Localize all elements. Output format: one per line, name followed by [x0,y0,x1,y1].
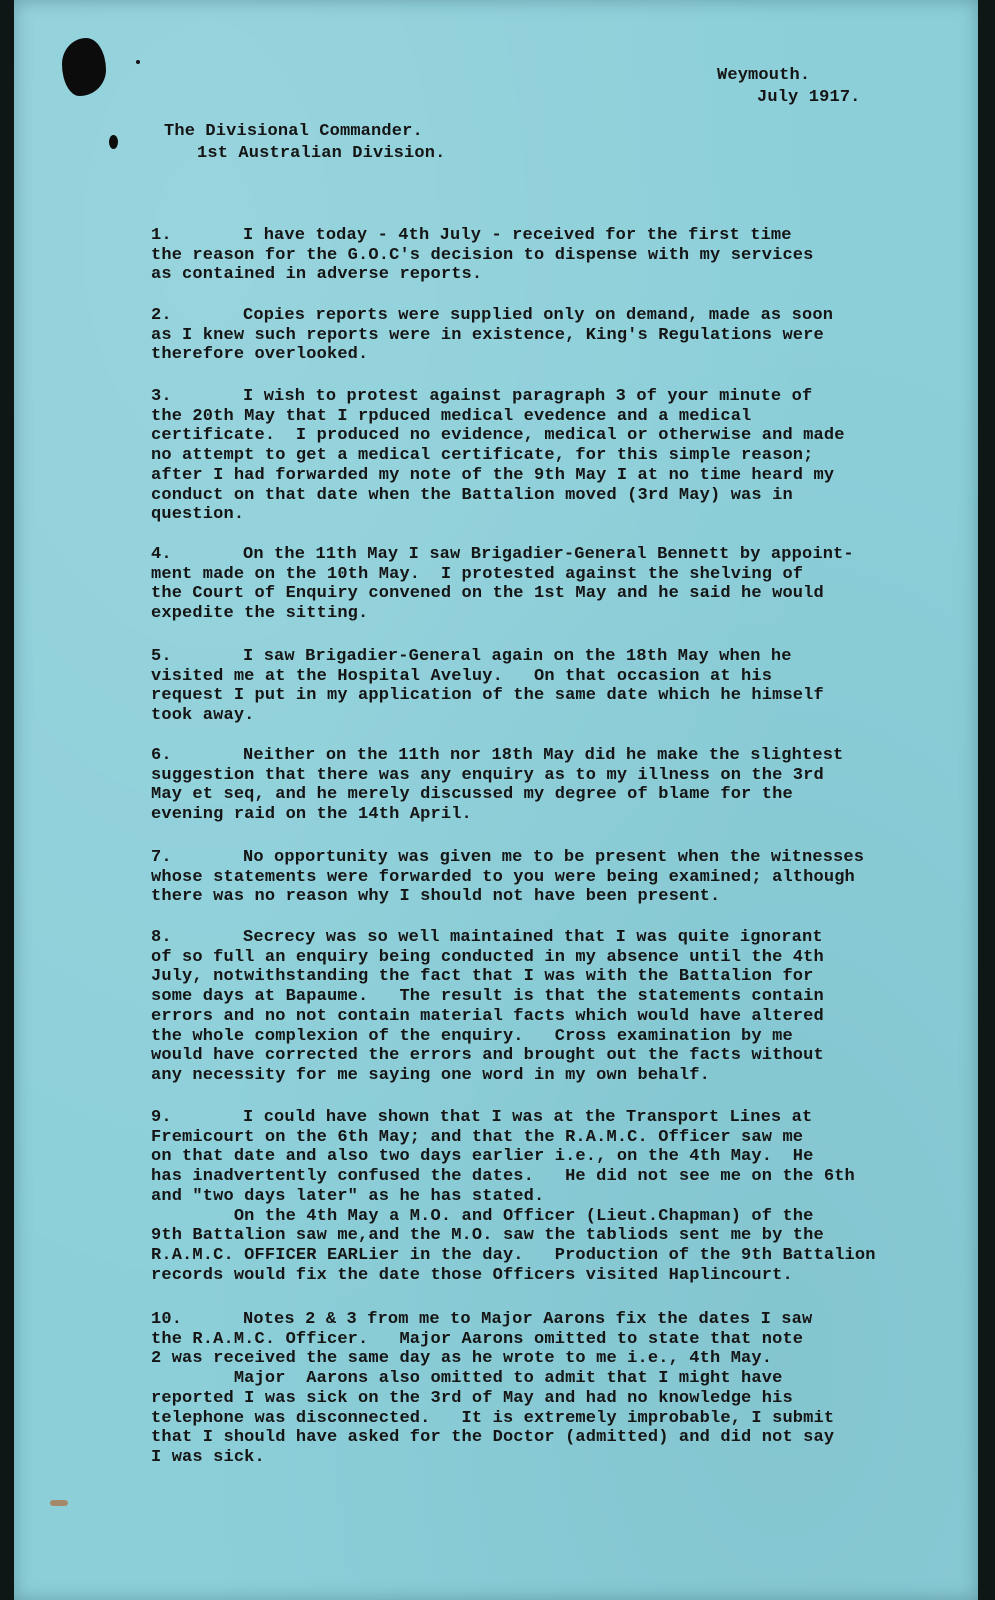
paragraph-text: On the 11th May I saw Brigadier-General Bennett by appoint- [243,545,854,564]
paragraph-number: 8. [151,928,172,947]
addressee-line-1: The Divisional Commander. [164,122,423,141]
paragraph-line: the whole complexion of the enquiry. Cross examination by me [151,1026,793,1046]
paragraph-line: 9th Battalion saw me,and the M.O. saw the tabliods sent me by the [151,1226,824,1246]
paragraph-line: no attempt to get a medical certificate, for this simple reason; [151,446,814,466]
paragraph-number: 5. [151,647,172,666]
paragraph-line: the Court of Enquiry convened on the 1st May and he said he would [151,584,824,604]
paragraph-line: after I had forwarded my note of the 9th May I at no time heard my [151,465,835,485]
paragraph-number: 6. [151,746,172,765]
paragraph-number: 4. [151,545,172,564]
paragraph-text: No opportunity was given me to be present when the witnesses [243,848,865,867]
paragraph-line: errors and no not contain material facts which would have altered [151,1006,824,1026]
paragraph-line: took away. [151,706,255,726]
addressee-line-2: 1st Australian Division. [197,144,446,163]
paragraph-line: suggestion that there was any enquiry as to my illness on the 3rd [151,765,824,785]
paragraph-text: Copies reports were supplied only on demand, made as soon [243,306,834,325]
paragraph-text: Notes 2 & 3 from me to Major Aarons fix the dates I saw [243,1310,813,1329]
paragraph-number: 10. [151,1310,183,1329]
paragraph-line: ment made on the 10th May. I protested against the shelving of [151,564,804,584]
paragraph-line: on that date and also two days earlier i.e., on the 4th May. He [151,1147,814,1167]
paragraph-text: I saw Brigadier-General again on the 18th May when he [243,647,792,666]
paragraph-text: I have today - 4th July - received for the first time [243,226,792,245]
paragraph-number: 7. [151,848,172,867]
paragraph-line [151,1310,812,1330]
paragraph-number: 3. [151,387,172,406]
paragraph-line: the reason for the G.O.C's decision to dispense with my services [151,245,814,265]
paragraph-line [151,226,792,246]
paragraph-line: R.A.M.C. OFFICER EARLier in the day. Production of the 9th Battalion [151,1245,876,1265]
paragraph-line: 2 was received the same day as he wrote to me i.e., 4th May. [151,1349,773,1369]
paragraph-line: any necessity for me saying one word in my own behalf. [151,1065,710,1085]
paragraph-number: 2. [151,306,172,325]
paragraph-line: as contained in adverse reports. [151,265,483,285]
paragraph-line: conduct on that date when the Battalion moved (3rd May) was in [151,485,793,505]
paragraph-line: certificate. I produced no evidence, medical or otherwise and made [151,426,845,446]
paragraph-line: expedite the sitting. [151,604,369,624]
paragraph-line: the R.A.M.C. Officer. Major Aarons omitted to state that note [151,1329,804,1349]
paragraph-line: that I should have asked for the Doctor (admitted) and did not say [151,1428,835,1448]
paragraph-line: records would fix the date those Officers visited Haplincourt. [151,1265,793,1285]
paragraph-line: Fremicourt on the 6th May; and that the R.A.M.C. Officer saw me [151,1127,804,1147]
paragraph-number: 9. [151,1108,172,1127]
paragraph-line [151,545,854,565]
paragraph-line: therefore overlooked. [151,345,369,365]
paragraph-line: the 20th May that I rpduced medical evedence and a medical [151,406,752,426]
ink-dot [136,60,140,64]
paragraph-line: and "two days later" as he has stated. [151,1186,545,1206]
paragraph-line: evening raid on the 14th April. [151,805,472,825]
paragraph-line: question. [151,505,245,525]
paragraph-line: has inadvertently confused the dates. He did not see me on the 6th [151,1167,855,1187]
paragraph-line [151,1108,812,1128]
paragraph-line [151,306,833,326]
paragraph-line [151,647,792,667]
paragraph-line [151,848,864,868]
paragraph-line: whose statements were forwarded to you were being examined; although [151,867,855,887]
ink-spot [109,135,118,149]
paragraph-text: I could have shown that I was at the Transport Lines at [243,1108,813,1127]
paragraph-line [151,746,843,766]
paragraph-line: July, notwithstanding the fact that I was with the Battalion for [151,967,814,987]
paragraph-line: as I knew such reports were in existence, King's Regulations were [151,325,824,345]
paragraph-line: telephone was disconnected. It is extremely improbable, I submit [151,1408,835,1428]
paragraph-line: would have corrected the errors and brought out the facts without [151,1046,824,1066]
document-page [14,0,978,1600]
paragraph-text: Secrecy was so well maintained that I was quite ignorant [243,928,823,947]
ink-blot [62,38,106,96]
paragraph-line: Major Aarons also omitted to admit that I might have [151,1369,783,1389]
paper-stain [50,1500,68,1506]
paragraph-line: request I put in my application of the same date which he himself [151,686,824,706]
letter-date: July 1917. [757,88,861,107]
paragraph-line: On the 4th May a M.O. and Officer (Lieut.Chapman) of the [151,1206,814,1226]
paragraph-line: of so full an enquiry being conducted in my absence until the 4th [151,947,824,967]
paragraph-line: there was no reason why I should not have been present. [151,887,721,907]
paragraph-text: I wish to protest against paragraph 3 of your minute of [243,387,813,406]
letter-place: Weymouth. [717,66,811,85]
paragraph-line: reported I was sick on the 3rd of May and had no knowledge his [151,1388,793,1408]
paragraph-line [151,387,812,407]
paragraph-line: visited me at the Hospital Aveluy. On that occasion at his [151,666,773,686]
paragraph-number: 1. [151,226,172,245]
paragraph-text: Neither on the 11th nor 18th May did he make the slightest [243,746,844,765]
paragraph-line: May et seq, and he merely discussed my degree of blame for the [151,785,793,805]
paragraph-line: some days at Bapaume. The result is that the statements contain [151,987,824,1007]
paragraph-line [151,928,823,948]
paragraph-line: I was sick. [151,1447,265,1467]
